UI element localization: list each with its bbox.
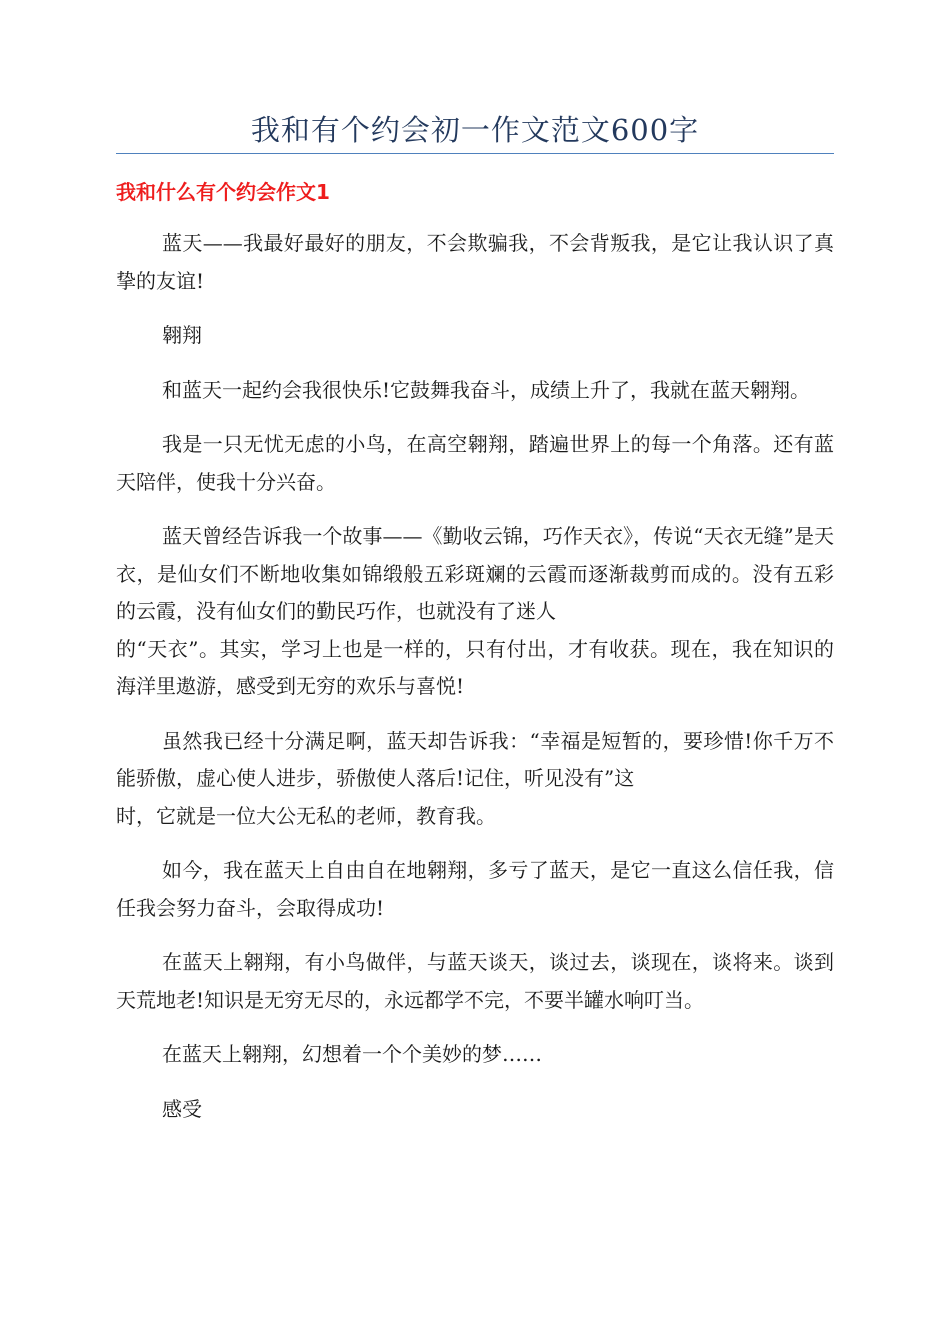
paragraph: 在蓝天上翱翔，有小鸟做伴，与蓝天谈天，谈过去，谈现在，谈将来。谈到天荒地老!知识是无穷无尽的，永远都学不完，不要半罐水响叮当。 [116, 950, 834, 1012]
paragraph: 如今，我在蓝天上自由自在地翱翔，多亏了蓝天，是它一直这么信任我，信任我会努力奋斗，会取得成功! [116, 858, 834, 920]
section-heading: 我和什么有个约会作文1 [116, 180, 330, 204]
paragraph: 和蓝天一起约会我很快乐!它鼓舞我奋斗，成绩上升了，我就在蓝天翱翔。 [162, 377, 811, 402]
paragraph: 翱翔 [162, 323, 202, 347]
paragraph: 蓝天曾经告诉我一个故事——《勤收云锦，巧作天衣》，传说“天衣无缝”是天衣，是仙女们不断地收集如锦缎般五彩斑斓的云霞而逐渐裁剪而成的。没有五彩的云霞，没有仙女们的勤民巧作，也就没有了迷人 的“天衣”。其实，学习上也是一样的，只有付出，才有收获。现在，我在知识的海洋里遨游，感受到无穷的欢乐与喜悦! [116, 524, 834, 698]
document-body [116, 225, 834, 1145]
title-underline [116, 153, 834, 154]
paragraph: 感受 [162, 1096, 202, 1121]
paragraph: 在蓝天上翱翔，幻想着一个个美妙的梦…… [162, 1042, 542, 1066]
paragraph: 虽然我已经十分满足啊，蓝天却告诉我：“幸福是短暂的，要珍惜!你千万不能骄傲，虚心使人进步，骄傲使人落后!记住，听见没有”这 时，它就是一位大公无私的老师，教育我。 [116, 728, 834, 828]
paragraph: 我是一只无忧无虑的小鸟，在高空翱翔，踏遍世界上的每一个角落。还有蓝天陪伴，使我十分兴奋。 [116, 432, 834, 494]
document-title: 我和有个约会初一作文范文600字 [250, 113, 700, 147]
paragraph: 蓝天——我最好最好的朋友，不会欺骗我，不会背叛我，是它让我认识了真挚的友谊! [116, 231, 834, 293]
